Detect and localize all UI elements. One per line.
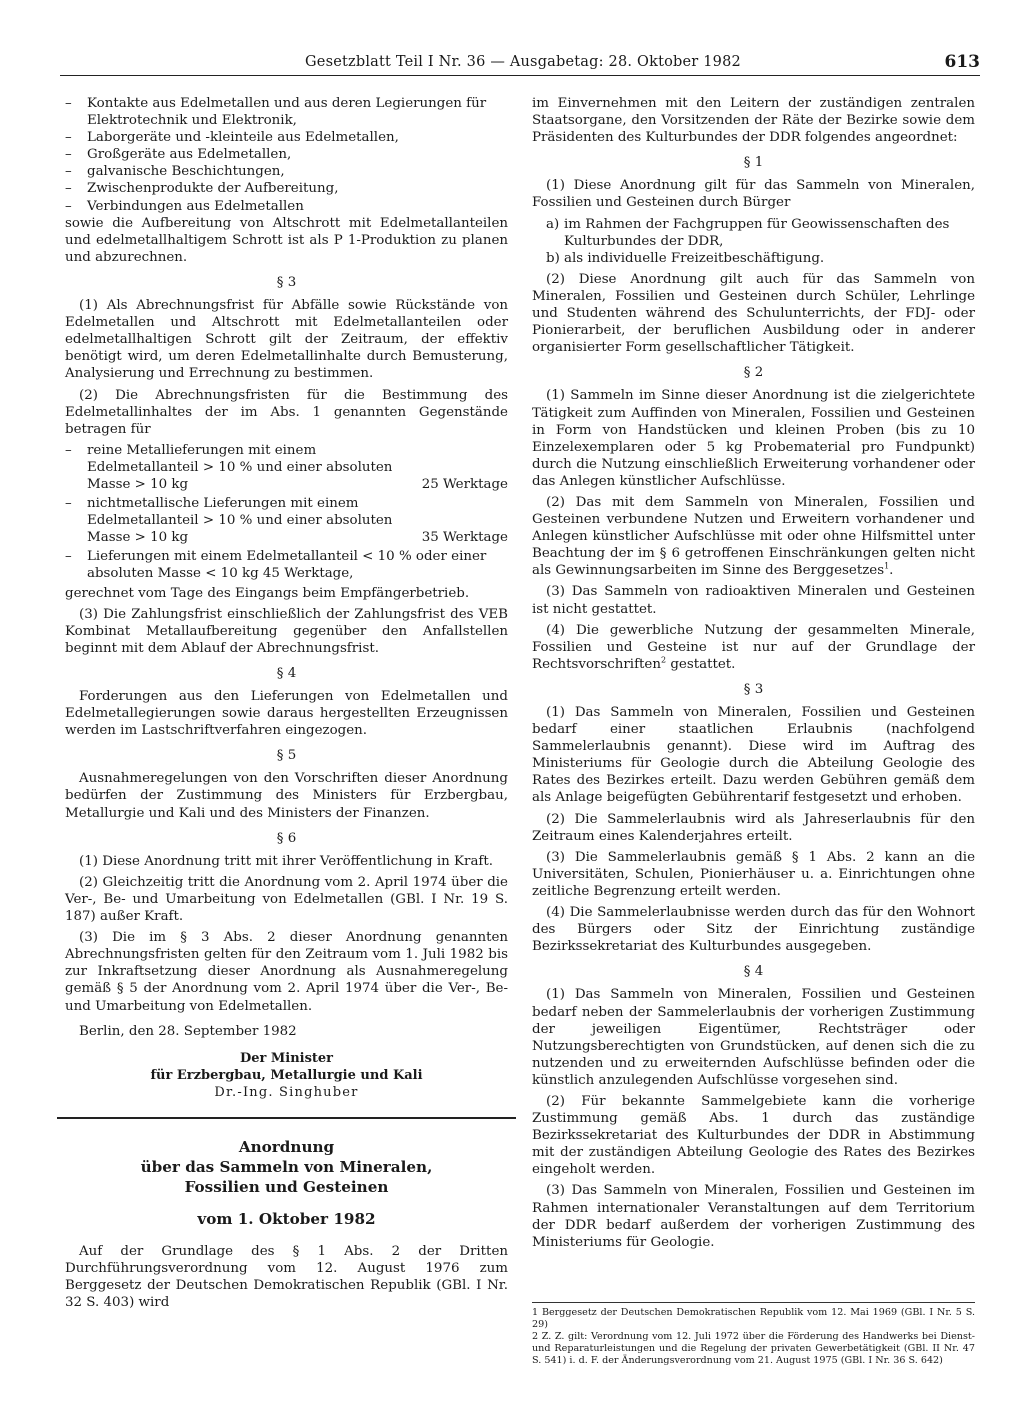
paragraph: Ausnahmeregelungen von den Vorschriften dieser Anordnung bedürfen der Zustimmung des Ministers für Erzbergbau, Metallurgie und Kali und des Ministers der Finanzen. xyxy=(65,771,508,821)
signer-title-line: für Erzbergbau, Metallurgie und Kali xyxy=(150,1067,423,1083)
section-heading: § 4 xyxy=(743,964,764,980)
settlement-period-list xyxy=(65,442,508,583)
paragraph: (1) Diese Anordnung tritt mit ihrer Veröffentlichung in Kraft. xyxy=(79,853,494,869)
period-item xyxy=(65,442,508,493)
lettered-list xyxy=(532,216,975,267)
section-heading: § 5 xyxy=(276,748,297,764)
footnote-ref: 1 xyxy=(884,561,890,571)
paragraph: (3) Die Sammelerlaubnis gemäß § 1 Abs. 2 kann an die Universitäten, Schulen, Pionierhäuser u. a. Einrichtungen ohne zeitliche Begrenzung erteilt werden. xyxy=(532,849,975,899)
title-date: vom 1. Oktober 1982 xyxy=(197,1209,376,1228)
paragraph: (2) Die Sammelerlaubnis wird als Jahreserlaubnis für den Zeitraum eines Kalenderjahres erteilt. xyxy=(532,811,975,844)
title-line: Fossilien und Gesteinen xyxy=(184,1177,389,1196)
list-item xyxy=(532,216,975,250)
paragraph-text: (2) Das mit dem Sammeln von Mineralen, Fossilien und Gesteinen verbundene Nutzen und Erweitern vorhandener und Anlegen künstlicher Aufschlüsse mit oder ohne Hilfsmittel unter Beachtung der im § 6 getroffenen Einschränkungen gelten nicht als Gewinnungsarbeiten im Sinne des Berggesetzes xyxy=(532,494,975,579)
section-heading: § 6 xyxy=(276,830,297,846)
period-text: Lieferungen mit einem Edelmetallanteil < 10 % oder einer absoluten Masse < 10 kg 45 Werktage, xyxy=(87,549,487,582)
paragraph-text: gestattet. xyxy=(666,656,736,672)
section-separator xyxy=(57,1117,516,1119)
paragraph: (1) Diese Anordnung gilt für das Sammeln von Mineralen, Fossilien und Gesteinen durch Bürger xyxy=(532,178,975,211)
period-text: nichtmetallische Lieferungen mit einem Edelmetallanteil > 10 % und einer absoluten Masse > 10 kg xyxy=(87,496,393,546)
footnotes xyxy=(532,1302,975,1367)
list-item: – Kontakte aus Edelmetallen und aus deren Legierungen für Elektrotechnik und Elektronik, xyxy=(65,95,508,129)
section-heading: § 2 xyxy=(743,365,764,381)
ordinance-title xyxy=(65,1137,508,1229)
left-column xyxy=(65,95,508,1315)
title-line: über das Sammeln von Mineralen, xyxy=(140,1157,433,1176)
paragraph: (2) Das mit dem Sammeln von Mineralen, Fossilien und Gesteinen verbundene Nutzen und Erweitern vorhandener und Anlegen künstlicher Aufschlüsse mit oder ohne Hilfsmittel unter Beachtung der im § 6 getroffenen Einschränkungen gelten nicht als Gewinnungsarbeiten im Sinne des Berggesetzes$^1$. xyxy=(532,494,975,579)
paragraph: (1) Sammeln im Sinne dieser Anordnung ist die zielgerichtete Tätigkeit zum Auffinden von Mineralen, Fossilien und Gesteinen in Form von Handstücken und kleinen Proben (bis zu 10 Einzelexemplaren oder 5 kg Probematerial pro Fundpunkt) durch die Nutzung einschließlich Erweiterung vorhandener oder das Anlegen künstlicher Aufschlüsse. xyxy=(532,388,975,489)
period-item xyxy=(65,495,508,546)
footnote: 2 Z. Z. gilt: Verordnung vom 12. Juli 1972 über die Förderung des Handwerks bei Dienst- und Reparaturleistungen und die Regelung der privaten Gewerbetätigkeit (GBl. II Nr. 47 S. 541) i. d. F. der Änderungsverordnung vom 21. August 1975 (GBl. I Nr. 36 S. 642) xyxy=(532,1331,975,1366)
product-list xyxy=(65,95,508,215)
place-date: Berlin, den 28. September 1982 xyxy=(79,1023,297,1039)
paragraph: (1) Als Abrechnungsfrist für Abfälle sowie Rückstände von Edelmetallen und Altschrott mit Edelmetallanteilen oder edelmetallhaltigen Schrott gilt der Zeitraum, der effektiv benötigt wird, um deren Edelmetallinhalte durch Bemusterung, Analysierung und Errechnung zu bestimmen. xyxy=(65,298,508,382)
period-item xyxy=(65,548,508,582)
period-duration: 35 Werktage xyxy=(421,530,508,546)
paragraph: Forderungen aus den Lieferungen von Edelmetallen und Edelmetallegierungen sowie daraus hergestellten Erzeugnissen werden im Lastschriftverfahren eingezogen. xyxy=(65,689,508,739)
paragraph: (2) Die Abrechnungsfristen für die Bestimmung des Edelmetallinhaltes der im Abs. 1 genannten Gegenstände betragen für xyxy=(65,387,508,437)
period-duration: 25 Werktage xyxy=(421,476,508,492)
paragraph: gerechnet vom Tage des Eingangs beim Empfängerbetrieb. xyxy=(65,585,470,601)
paragraph xyxy=(532,622,975,673)
signer-title xyxy=(65,1050,508,1084)
title-line: Anordnung xyxy=(238,1137,335,1156)
paragraph: (3) Die Zahlungsfrist einschließlich der Zahlungsfrist des VEB Kombinat Metallaufbereitung gegenüber den Anfallstellen beginnt mit dem Ablauf der Abrechnungsfrist. xyxy=(65,606,508,656)
preamble-continuation: im Einvernehmen mit den Leitern der zuständigen zentralen Staatsorgane, den Vorsitzenden der Räte der Bezirke sowie dem Präsidenten des Kulturbundes der DDR folgendes angeordnet: xyxy=(532,96,975,146)
list-item: – Zwischenprodukte der Aufbereitung, xyxy=(65,180,508,197)
preamble: Auf der Grundlage des § 1 Abs. 2 der Dritten Durchführungsverordnung vom 12. August 1976 zum Berggesetz der Deutschen Demokratischen Republik (GBl. I Nr. 32 S. 403) wird xyxy=(65,1243,508,1311)
paragraph: (2) Für bekannte Sammelgebiete kann die vorherige Zustimmung gemäß Abs. 1 durch das zuständige Bezirkssekretariat des Kulturbundes der DDR in Abstimmung mit der zuständigen Abteilung Geologie des Rates des Bezirkes eingeholt werden. xyxy=(532,1093,975,1178)
list-item: – Laborgeräte und -kleinteile aus Edelmetallen, xyxy=(65,129,508,146)
section-heading: § 4 xyxy=(276,665,297,681)
footnote: 1 Berggesetz der Deutschen Demokratischen Republik vom 12. Mai 1969 (GBl. I Nr. 5 S. 29) xyxy=(532,1307,975,1330)
header-rule xyxy=(60,75,980,76)
paragraph-text: (4) Die gewerbliche Nutzung der gesammelten Minerale, Fossilien und Gesteine ist nur auf der Grundlage der Rechtsvorschriften xyxy=(532,622,975,672)
list-text: als individuelle Freizeitbeschäftigung. xyxy=(564,250,825,266)
list-item: – Verbindungen aus Edelmetallen xyxy=(65,198,508,215)
list-marker: a) xyxy=(546,216,560,232)
list-text: im Rahmen der Fachgruppen für Geowissenschaften des Kulturbundes der DDR, xyxy=(564,216,950,249)
list-marker: b) xyxy=(546,250,560,266)
list-closing-text: sowie die Aufbereitung von Altschrott mit Edelmetallanteilen und edelmetallhaltigem Schrott ist als P 1-Produktion zu planen und abzurechnen. xyxy=(65,215,508,265)
list-item: – galvanische Beschichtungen, xyxy=(65,163,508,180)
paragraph: (1) Das Sammeln von Mineralen, Fossilien und Gesteinen bedarf neben der Sammelerlaubnis der vorherigen Zustimmung der jeweiligen Eigentümer, Rechtsträger oder Nutzungsberechtigten von Grundstücken, auf denen sich die zu nutzenden und zu erweiternden Aufschlüsse befinden oder die künstlich anzulegenden Aufschlüsse vorgesehen sind. xyxy=(532,987,975,1088)
paragraph: (4) Die Sammelerlaubnisse werden durch das für den Wohnort des Bürgers oder Sitz der Einrichtung zuständige Bezirkssekretariat des Kulturbundes ausgegeben. xyxy=(532,905,975,955)
signer-title-line: Der Minister xyxy=(239,1050,334,1066)
section-heading: § 3 xyxy=(743,681,764,697)
section-heading: § 1 xyxy=(743,155,764,171)
paragraph: (2) Gleichzeitig tritt die Anordnung vom 2. April 1974 über die Ver-, Be- und Umarbeitung von Edelmetallen (GBl. I Nr. 19 S. 187) außer Kraft. xyxy=(65,874,508,925)
signer-name: Dr.-Ing. Singhuber xyxy=(214,1084,359,1100)
list-item: – Großgeräte aus Edelmetallen, xyxy=(65,146,508,163)
paragraph: (1) Das Sammeln von Mineralen, Fossilien und Gesteinen bedarf einer staatlichen Erlaubnis (nachfolgend Sammelerlaubnis genannt). Diese wird im Auftrag des Ministeriums für Geologie durch die Abteilung Geologie des Rates des Bezirkes erteilt. Dazu werden Gebühren gemäß dem als Anlage beigefügten Gebührentarif festgesetzt und erhoben. xyxy=(532,705,975,806)
paragraph: (3) Das Sammeln von radioaktiven Mineralen und Gesteinen ist nicht gestattet. xyxy=(532,584,975,617)
gazette-header-title: Gesetzblatt Teil I Nr. 36 — Ausgabetag: 28. Oktober 1982 xyxy=(305,54,741,70)
list-item xyxy=(532,250,975,267)
paragraph: (3) Die im § 3 Abs. 2 dieser Anordnung genannten Abrechnungsfristen gelten für den Zeitraum vom 1. Juli 1982 bis zur Inkraftsetzung dieser Anordnung als Ausnahmeregelung gemäß § 5 der Anordnung vom 2. April 1974 über die Ver-, Be- und Umarbeitung von Edelmetallen. xyxy=(65,930,508,1014)
footnote-ref: 2 xyxy=(660,655,667,665)
page-number: 613 xyxy=(944,52,980,72)
period-text: reine Metallieferungen mit einem Edelmetallanteil > 10 % und einer absoluten Masse > 10 kg xyxy=(87,442,393,492)
section-heading: § 3 xyxy=(276,274,297,290)
page-header xyxy=(60,50,980,80)
paragraph: (2) Diese Anordnung gilt auch für das Sammeln von Mineralen, Fossilien und Gesteinen durch Schüler, Lehrlinge und Studenten während des Schulunterrichts, der FDJ- oder Pionierarbeit, der beruflichen Ausbildung oder in anderer organisierter Form gesellschaftlicher Tätigkeit. xyxy=(532,271,975,356)
paragraph: (3) Das Sammeln von Mineralen, Fossilien und Gesteinen im Rahmen internationaler Veranstaltungen auf dem Territorium der DDR bedarf außerdem der vorherigen Zustimmung des Ministeriums für Geologie. xyxy=(532,1183,975,1250)
right-column xyxy=(532,95,975,1255)
